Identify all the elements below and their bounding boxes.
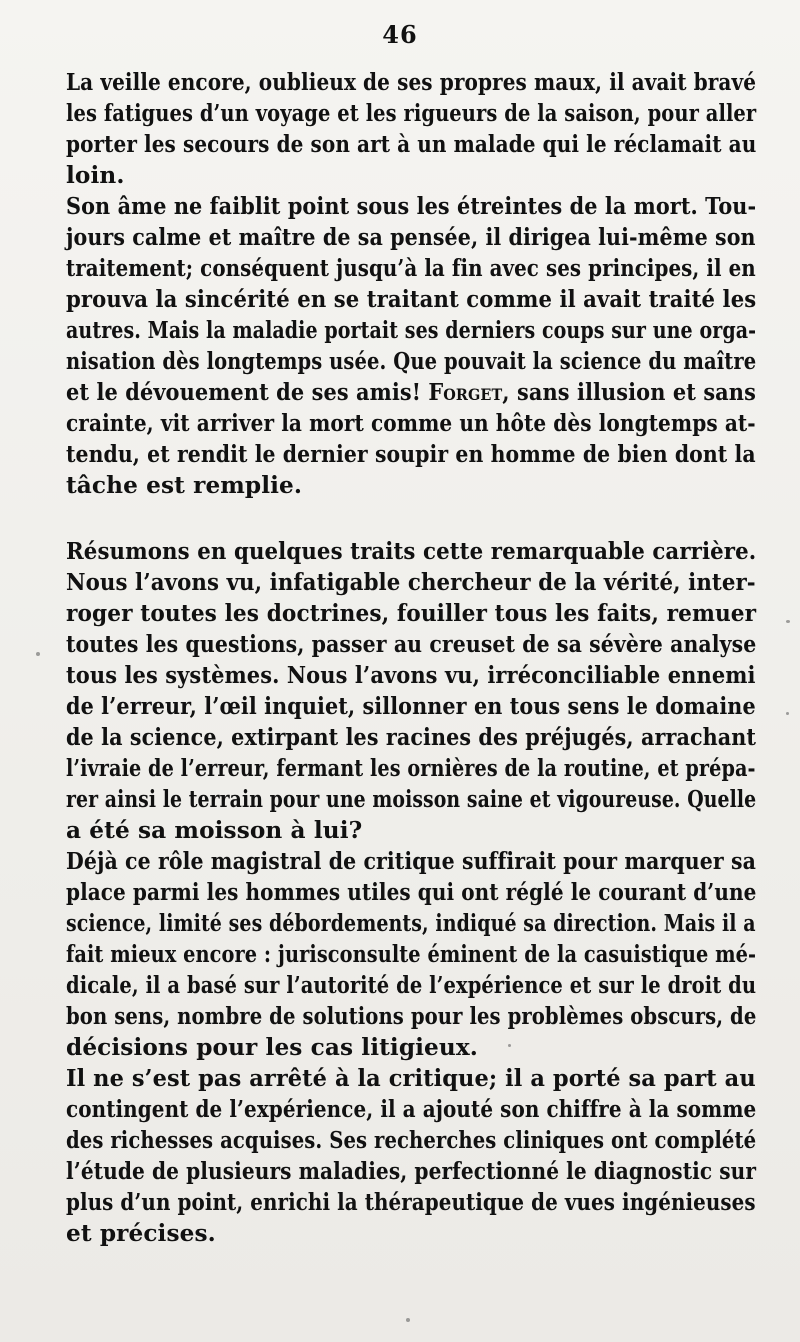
text-line: loin. bbox=[66, 162, 125, 189]
text-line: et précises. bbox=[66, 1220, 216, 1247]
paragraph-forget-death bbox=[66, 67, 756, 501]
text-line: de la science, extirpant les racines des préjugés, arrachant bbox=[66, 724, 757, 751]
text-line: contingent de l’expérience, il a ajouté son chiffre à la somme bbox=[66, 1096, 757, 1123]
paper-speck bbox=[36, 652, 40, 656]
text-line: toutes les questions, passer au creuset de sa sévère analyse bbox=[66, 631, 757, 658]
text-line: Il ne s’est pas arrêté à la critique; il a porté sa part au bbox=[66, 1065, 756, 1092]
text-line: nisation dès longtemps usée. Que pouvait la science du maître bbox=[66, 348, 757, 375]
page-number: 46 bbox=[382, 20, 418, 49]
paragraph-career-summary bbox=[66, 536, 756, 1249]
text-line: autres. Mais la maladie portait ses derniers coups sur une orga- bbox=[66, 317, 757, 344]
text-line: dicale, il a basé sur l’autorité de l’expérience et sur le droit du bbox=[66, 972, 757, 999]
text-line: plus d’un point, enrichi la thérapeutique de vues ingénieuses bbox=[66, 1189, 756, 1216]
text-line: traitement; conséquent jusqu’à la fin avec ses principes, il en bbox=[66, 255, 756, 282]
paper-speck bbox=[786, 712, 789, 715]
text-line: tous les systèmes. Nous l’avons vu, irréconciliable ennemi bbox=[66, 662, 756, 689]
text-line: décisions pour les cas litigieux. bbox=[66, 1034, 478, 1061]
text-line: les fatigues d’un voyage et les rigueurs de la saison, pour aller bbox=[66, 100, 757, 127]
text-line-with-name bbox=[66, 377, 756, 408]
text-line: Son âme ne faiblit point sous les étreintes de la mort. Tou- bbox=[66, 193, 757, 220]
text-line: jours calme et maître de sa pensée, il dirigea lui-même son bbox=[66, 224, 756, 251]
text-line: science, limité ses débordements, indiqué sa direction. Mais il a bbox=[66, 910, 756, 937]
text-line: La veille encore, oublieux de ses propres maux, il avait bravé bbox=[66, 69, 757, 96]
text-line: place parmi les hommes utiles qui ont réglé le courant d’une bbox=[66, 879, 757, 906]
text-line: Nous l’avons vu, infatigable chercheur de la vérité, inter- bbox=[66, 569, 756, 596]
text-line: fait mieux encore : jurisconsulte éminent de la casuistique mé- bbox=[66, 941, 757, 968]
paper-speck bbox=[406, 1318, 410, 1322]
text-line: Déjà ce rôle magistral de critique suffirait pour marquer sa bbox=[66, 848, 756, 875]
text-line: l’étude de plusieurs maladies, perfectionné le diagnostic sur bbox=[66, 1158, 757, 1185]
text-line: tendu, et rendit le dernier soupir en homme de bien dont la bbox=[66, 441, 756, 468]
text-line: roger toutes les doctrines, fouiller tous les faits, remuer bbox=[66, 600, 757, 627]
text-line: crainte, vit arriver la mort comme un hôte dès longtemps at- bbox=[66, 410, 756, 437]
author-name: Forget bbox=[428, 379, 503, 406]
text-line: prouva la sincérité en se traitant comme il avait traité les bbox=[66, 286, 757, 313]
text-line: bon sens, nombre de solutions pour les problèmes obscurs, de bbox=[66, 1003, 757, 1030]
text-line: a été sa moisson à lui? bbox=[66, 817, 363, 844]
text-line: Résumons en quelques traits cette remarquable carrière. bbox=[66, 538, 757, 565]
paper-speck bbox=[508, 1044, 511, 1047]
paper-speck bbox=[786, 620, 790, 623]
text-line: porter les secours de son art à un malade qui le réclamait au bbox=[66, 131, 757, 158]
text-line: de l’erreur, l’œil inquiet, sillonner en tous sens le domaine bbox=[66, 693, 756, 720]
text-line: tâche est remplie. bbox=[66, 472, 303, 499]
text-line: l’ivraie de l’erreur, fermant les ornières de la routine, et prépa- bbox=[66, 755, 756, 782]
text-fragment: et le dévouement de ses amis! bbox=[66, 379, 429, 406]
text-line: des richesses acquises. Ses recherches cliniques ont complété bbox=[66, 1127, 757, 1154]
text-fragment: , sans illusion et sans bbox=[502, 379, 756, 406]
text-line: rer ainsi le terrain pour une moisson saine et vigoureuse. Quelle bbox=[66, 786, 757, 813]
